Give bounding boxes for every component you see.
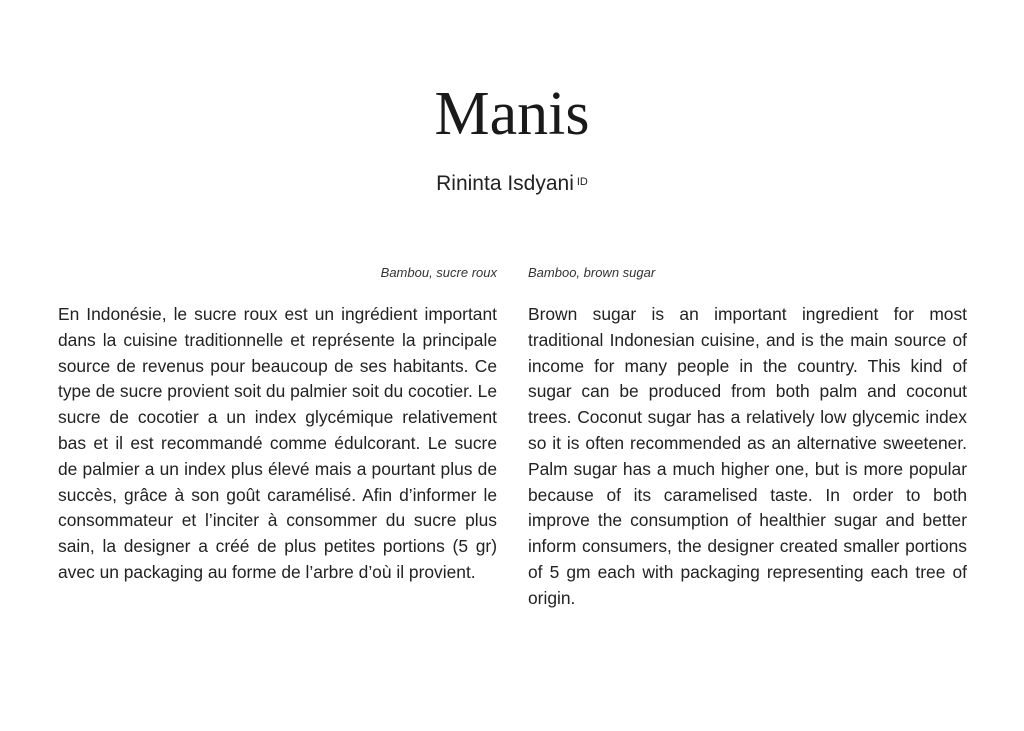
french-body-text: En Indonésie, le sucre roux est un ingrédient important dans la cuisine traditionnelle et représente la principale source de revenus pour beaucoup de ses habitants. Ce type de sucre provient soit du palmier soit du cocotier. Le sucre de cocotier a un index glycémique relativement bas et il est recommandé comme édulcorant. Le sucre de palmier a un index plus élevé mais a pourtant plus de succès, grâce à son goût caramélisé. Afin d’informer le consommateur et l’inciter à consommer du sucre plus sain, la designer a créé de plus petites portions (5 gr) avec un packaging au forme de l’arbre d’où il provient.: [58, 304, 497, 582]
french-caption: Bambou, sucre roux: [380, 265, 497, 280]
english-body-text: Brown sugar is an important ingredient for most traditional Indonesian cuisine, and is the main source of income for many people in the country. This kind of sugar can be produced from both palm and coconut trees. Coconut sugar has a relatively low glycemic index so it is often recommended as an alternative sweetener. Palm sugar has a much higher one, but is more popular because of its caramelised taste. In order to both improve the consumption of healthier sugar and better inform consumers, the designer created smaller portions of 5 gm each with packaging representing each tree of origin.: [528, 304, 967, 608]
author-name: Rininta Isdyani: [436, 172, 574, 195]
article-title: Manis: [434, 80, 590, 148]
english-caption: Bamboo, brown sugar: [528, 265, 656, 280]
author-line: [0, 170, 1024, 198]
orcid-id-mark[interactable]: ID: [576, 176, 588, 188]
